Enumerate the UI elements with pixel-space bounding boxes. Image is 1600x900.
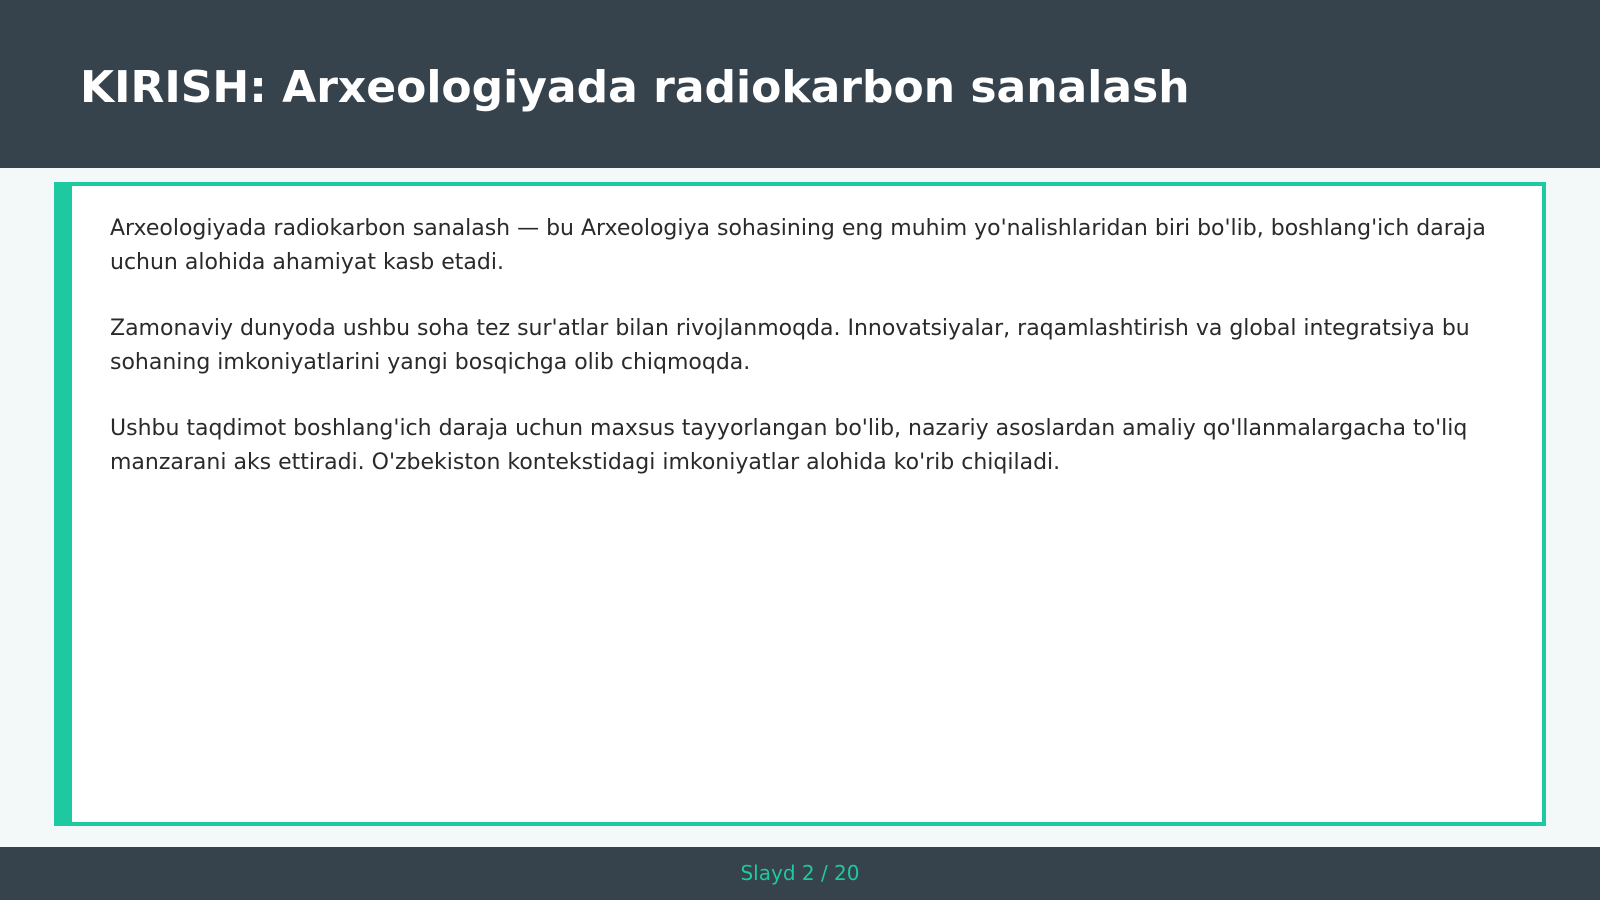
slide-counter: Slayd 2 / 20 (740, 861, 860, 885)
slide-title: KIRISH: Arxeologiyada radiokarbon sanalash (80, 62, 1190, 113)
slide-footer (0, 847, 1600, 900)
content-box (54, 182, 1546, 826)
paragraph-3: Ushbu taqdimot boshlang'ich daraja uchun maxsus tayyorlangan bo'lib, nazariy asoslardan amaliy qo'llanmalargacha to'liq manzarani aks ettiradi. O'zbekiston kontekstidagi imkoniyatlar alohida ko'rib chiqiladi. (110, 416, 1468, 475)
paragraph-1: Arxeologiyada radiokarbon sanalash — bu Arxeologiya sohasining eng muhim yo'nalishlaridan biri bo'lib, boshlang'ich daraja uchun alohida ahamiyat kasb etadi. (110, 216, 1486, 275)
content-text (110, 212, 1510, 512)
slide-header (0, 0, 1600, 168)
paragraph-2: Zamonaviy dunyoda ushbu soha tez sur'atlar bilan rivojlanmoqda. Innovatsiyalar, raqamlashtirish va global integratsiya bu sohaning imkoniyatlarini yangi bosqichga olib chiqmoqda. (110, 316, 1470, 375)
